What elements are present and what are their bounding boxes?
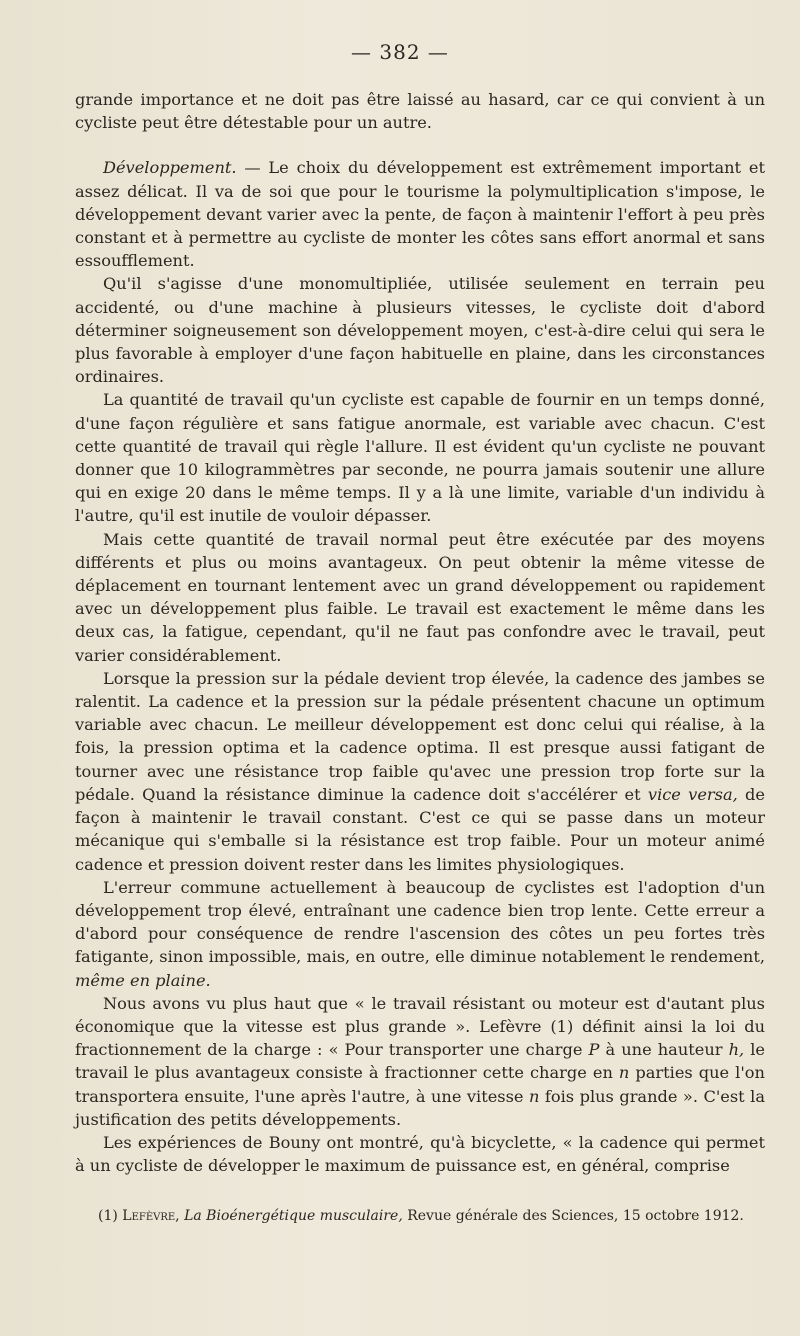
paragraph-7-text-c: le travail le plus avantageux consiste à fractionner cette charge en — [75, 1040, 766, 1083]
paragraph-1-text: — Le choix du développement est extrêmement important et assez délicat. Il va de soi que pour le tourisme la polymultiplication s'impose, le développement devant varier avec la pente, de façon à maintenir l'effort à peu près constant et à permettre au cycliste de monter les côtes sans effort anormal et sans essoufflement. — [75, 158, 765, 271]
footnote-source: Revue générale des Sciences, 15 octobre 1912. — [402, 1208, 744, 1224]
paragraph-6-italic: même en plaine. — [75, 970, 211, 990]
paragraph-7 — [75, 992, 765, 1131]
variable-h: h, — [728, 1040, 745, 1060]
paragraph-7-text-d: parties que l'on transportera ensuite, l'une après l'autre, à une vitesse — [75, 1063, 765, 1106]
footnote — [98, 1206, 778, 1226]
paragraph-2: Qu'il s'agisse d'une monomultipliée, utilisée seulement en terrain peu accidenté, ou d'une machine à plusieurs vitesses, le cycliste doit d'abord déterminer soigneusement son développement moyen, c'est-à-dire celui qui sera le plus favorable à employer d'une façon habituelle en plaine, dans les circonstances ordinaires. — [75, 274, 765, 387]
paragraph-1 — [75, 156, 765, 272]
page-number: — 382 — — [351, 40, 449, 64]
paragraph-5 — [75, 667, 765, 876]
section-heading-developpement: Développement. — [103, 158, 237, 178]
footnote-author: Lefèvre, — [122, 1208, 180, 1224]
paragraph-8: Les expériences de Bouny ont montré, qu'à bicyclette, « la cadence qui permet à un cycliste de développer le maximum de puissance est, en général, comprise — [75, 1132, 765, 1176]
paragraph-6 — [75, 876, 765, 992]
variable-n-2: n — [528, 1086, 540, 1106]
variable-p: P — [588, 1040, 600, 1060]
footnote-marker: (1) — [98, 1208, 123, 1224]
paragraph-0: grande importance et ne doit pas être laissé au hasard, car ce qui convient à un cycliste peut être détestable pour un autre. — [75, 90, 765, 133]
body-text — [75, 88, 765, 1177]
variable-n-1: n — [618, 1063, 630, 1083]
paragraph-3: La quantité de travail qu'un cycliste est capable de fournir en un temps donné, d'une façon régulière et sans fatigue anormale, est variable avec chacun. C'est cette quantité de travail qui règle l'allure. Il est évident qu'un cycliste ne pouvant donner que 10 kilogrammètres par seconde, ne pourra jamais soutenir une allure qui en exige 20 dans le même temps. Il y a là une limite, variable d'un individu à l'autre, qu'il est inutile de vouloir dépasser. — [75, 390, 765, 526]
paragraph-5-text-b: de façon à maintenir le travail constant. C'est ce qui se passe dans un moteur mécanique qui s'emballe si la résistance est trop faible. Pour un moteur animé cadence et pression doivent rester dans les limites physiologiques. — [75, 784, 765, 874]
paragraph-7-text-e: fois plus grande ». C'est la justification des petits développements. — [75, 1086, 765, 1129]
paragraph-7-text-a: Nous avons vu plus haut que « le travail résistant ou moteur est d'autant plus économique que la vitesse est plus grande ». Lefèvre (1) définit ainsi la loi du fractionnement de la charge : « Pour transporter une charge — [75, 993, 765, 1060]
paragraph-6-text: L'erreur commune actuellement à beaucoup de cyclistes est l'adoption d'un développement trop élevé, entraînant une cadence bien trop lente. Cette erreur a d'abord pour conséquence de rendre l'ascension des côtes un peu fortes très fatigante, sinon impossible, mais, en outre, elle diminue notablement le rendement, — [75, 877, 765, 967]
paragraph-5-italic: vice versa, — [647, 784, 738, 804]
paragraph-7-text-b: à une hauteur — [599, 1040, 729, 1060]
paragraph-4: Mais cette quantité de travail normal peut être exécutée par des moyens différents et plus ou moins avantageux. On peut obtenir la même vitesse de déplacement en tournant lentement avec un grand développement ou rapidement avec un développement plus faible. Le travail est exactement le même dans les deux cas, la fatigue, cependant, qu'il ne faut pas confondre avec le travail, peut varier considérablement. — [75, 529, 765, 665]
footnote-title: La Bioénergétique musculaire, — [184, 1208, 403, 1224]
paragraph-5-text-a: Lorsque la pression sur la pédale devient trop élevée, la cadence des jambes se ralentit. La cadence et la pression sur la pédale présentent chacune un optimum variable avec chacun. Le meilleur développement est donc celui qui réalise, à la fois, la pression optima et la cadence optima. Il est presque aussi fatigant de tourner avec une résistance trop faible qu'avec une pression trop forte sur la pédale. Quand la résistance diminue la cadence doit s'accélérer et — [75, 668, 765, 804]
